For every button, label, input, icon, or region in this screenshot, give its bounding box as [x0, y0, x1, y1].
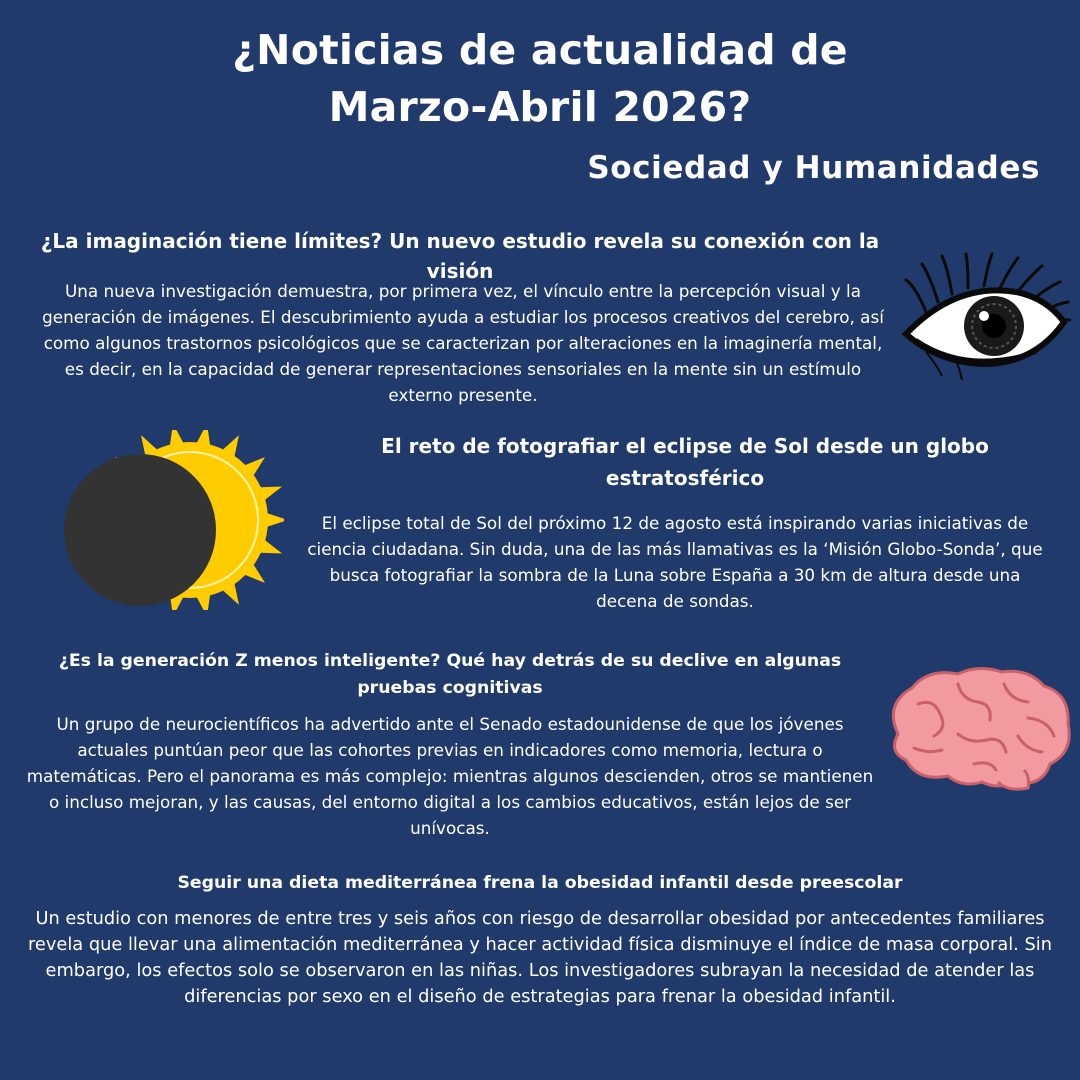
article-3-body: Un grupo de neurocientíficos ha advertido ante el Senado estadounidense de que los jóvenes actuales puntúan peor que las cohortes previas en indicadores como memoria, lectura o matemáticas. Pero el panorama es más complejo: mientras algunos descienden, otros se mantienen o incluso mejoran, y las causas, del entorno digital a los cambios educativos, están lejos de ser unívocas. [26, 714, 874, 838]
article-4-body: Un estudio con menores de entre tres y seis años con riesgo de desarrollar obesidad por antecedentes familiares revela que llevar una alimentación mediterránea y hacer actividad física disminuye el índice de masa corporal. Sin embargo, los efectos solo se observaron en las niñas. Los investigadores subrayan la necesidad de atender las diferencias por sexo en el diseño de estrategias para frenar la obesidad infantil. [28, 908, 1052, 1007]
article-1-headline: ¿La imaginación tiene límites? Un nuevo estudio revela su conexión con la visión [40, 229, 880, 283]
brain-icon [878, 664, 1078, 792]
page-title-line-1: ¿Noticias de actualidad de [232, 26, 848, 74]
section-subtitle: Sociedad y Humanidades [587, 150, 1040, 186]
page-title-line-2: Marzo-Abril 2026? [328, 83, 752, 131]
article-1-body: Una nueva investigación demuestra, por primera vez, el vínculo entre la percepción visual y la generación de imágenes. El descubrimiento ayuda a estudiar los procesos creativos del cerebro, así como algunos trastornos psicológicos que se caracterizan por alteraciones en la imaginería mental, es decir, en la capacidad de generar representaciones sensoriales en la mente sin un estímulo externo presente. [42, 281, 884, 405]
article-3-headline: ¿Es la generación Z menos inteligente? Qué hay detrás de su declive en algunas pruebas cognitivas [58, 651, 842, 698]
page-title [140, 22, 940, 136]
article-2-headline: El reto de fotografiar el eclipse de Sol desde un globo estratosférico [381, 434, 989, 490]
article-4-headline: Seguir una dieta mediterránea frena la obesidad infantil desde preescolar [177, 873, 903, 893]
article-2-body: El eclipse total de Sol del próximo 12 de agosto está inspirando varias iniciativas de ciencia ciudadana. Sin duda, una de las más llamativas es la ‘Misión Globo-Sonda’, que busca fotografiar la sombra de la Luna sobre España a 30 km de altura desde una decena de sondas. [307, 513, 1043, 611]
eye-icon [896, 252, 1072, 382]
eclipse-icon [60, 430, 284, 610]
